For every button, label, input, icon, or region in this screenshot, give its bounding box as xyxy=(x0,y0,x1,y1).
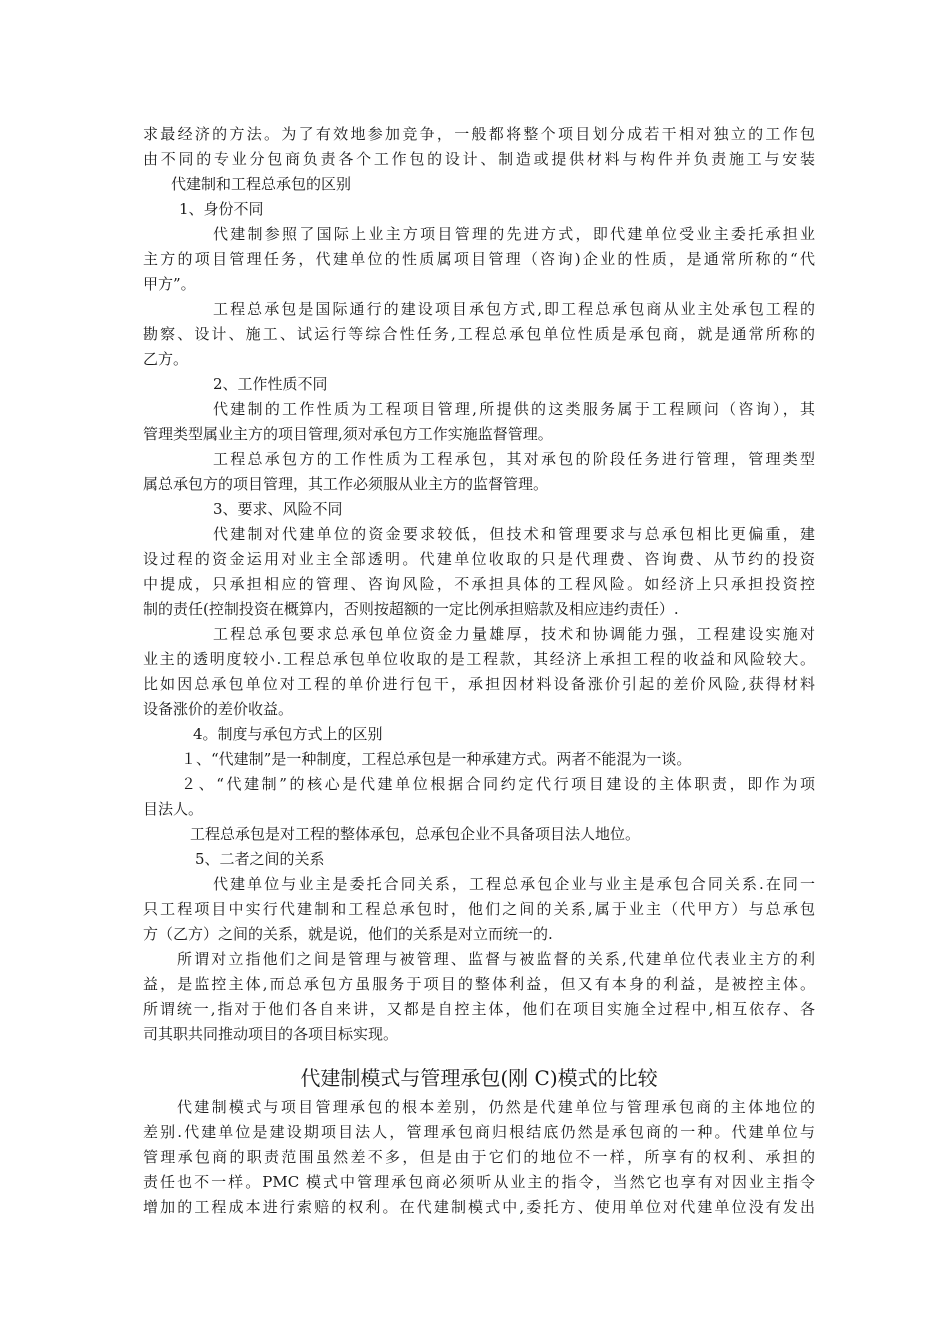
text-line: 制的责任(控制投资在概算内，否则按超额的一定比例承担赔款及相应违约责任）. xyxy=(143,600,679,618)
text-line: 代建单位与业主是委托合同关系，工程总承包企业与业主是承包合同关系.在同一 xyxy=(213,875,815,893)
text-line: 代建制对代建单位的资金要求较低，但技术和管理要求与总承包相比更偏重，建 xyxy=(213,525,815,543)
paragraph-agency-identity xyxy=(143,222,815,297)
paragraph-epc-risks xyxy=(143,622,815,722)
text-line: 益，是监控主体,而总承包方虽服务于项目的整体利益，但又有本身的利益，是被控主体。 xyxy=(143,975,815,993)
text-line: 代建制参照了国际上业主方项目管理的先进方式，即代建单位受业主委托承担业 xyxy=(213,225,815,243)
text-line: 乙方。 xyxy=(143,350,189,368)
list-item-1: １、“代建制”是一种制度，工程总承包是一种承建方式。两者不能混为一谈。 xyxy=(181,750,692,768)
text-line: 差别.代建单位是建设期项目法人，管理承包商归根结底仍然是承包商的一种。代建单位与 xyxy=(143,1123,815,1141)
text-line: 设备涨价的差价收益。 xyxy=(143,700,294,718)
paragraph-epc-work-nature xyxy=(143,447,815,497)
paragraph-epc-whole: 工程总承包是对工程的整体承包，总承包企业不具备项目法人地位。 xyxy=(190,825,641,843)
subheading-identity: 1、身份不同 xyxy=(179,200,264,218)
subheading-requirements-risks: 3、要求、风险不同 xyxy=(213,500,343,518)
paragraph-comparison xyxy=(143,1095,815,1220)
text-line: 管理承包商的职责范围虽然差不多，但是由于它们的地位不一样，所享有的权利、承担的 xyxy=(143,1148,815,1166)
text-line: 代建制模式与项目管理承包的根本差别，仍然是代建单位与管理承包商的主体地位的 xyxy=(177,1098,815,1116)
text-line: 设过程的资金运用对业主全部透明。代建单位收取的只是代理费、咨询费、从节约的投资 xyxy=(143,550,815,568)
text-line: 工程总承包方的工作性质为工程承包，其对承包的阶段任务进行管理，管理类型 xyxy=(213,450,815,468)
subheading-system-contract: 4。制度与承包方式上的区别 xyxy=(193,725,383,743)
text-line: 甲方”。 xyxy=(143,275,196,293)
text-line: 求最经济的方法。为了有效地参加竞争，一般都将整个项目划分成若干相对独立的工作包 xyxy=(143,125,815,143)
text-line: 工程总承包要求总承包单位资金力量雄厚，技术和协调能力强，工程建设实施对 xyxy=(213,625,815,643)
text-line: 由不同的专业分包商负责各个工作包的设计、制造或提供材料与构件并负责施工与安装 xyxy=(143,150,815,168)
document-body xyxy=(143,122,815,1220)
paragraph-agency-work-nature xyxy=(143,397,815,447)
text-line: 责任也不一样。PMC 模式中管理承包商必须听从业主的指令，当然它也享有对因业主指令 xyxy=(143,1173,815,1191)
text-line: 代建制的工作性质为工程项目管理,所提供的这类服务属于工程顾问（咨询），其 xyxy=(213,400,815,418)
paragraph-agency-risks xyxy=(143,522,815,622)
subheading-work-nature: 2、工作性质不同 xyxy=(213,375,328,393)
text-line: 业主的透明度较小.工程总承包单位收取的是工程款，其经济上承担工程的收益和风险较大。 xyxy=(143,650,815,668)
text-line: 方（乙方）之间的关系，就是说，他们的关系是对立而统一的. xyxy=(143,925,553,943)
text-line: 所谓对立指他们之间是管理与被管理、监督与被监督的关系,代建单位代表业主方的利 xyxy=(177,950,815,968)
text-line: 中提成，只承担相应的管理、咨询风险，不承担具体的工程风险。如经济上只承担投资控 xyxy=(143,575,815,593)
paragraph-relationship xyxy=(143,872,815,947)
text-line: 工程总承包是国际通行的建设项目承包方式,即工程总承包商从业主处承包工程的 xyxy=(213,300,815,318)
subheading-relationship: 5、二者之间的关系 xyxy=(195,850,325,868)
paragraph-opposition-unity xyxy=(143,947,815,1047)
list-item-2 xyxy=(143,772,815,822)
text-line: 管理类型属业主方的项目管理,须对承包方工作实施监督管理。 xyxy=(143,425,553,443)
text-line: 所谓统一,指对于他们各自来讲，又都是自控主体，他们在项目实施全过程中,相互依存、各 xyxy=(143,1000,815,1018)
text-line: 只工程项目中实行代建制和工程总承包时，他们之间的关系,属于业主（代甲方）与总承包 xyxy=(143,900,815,918)
text-line: 比如因总承包单位对工程的单价进行包干，承担因材料设备涨价引起的差价风险,获得材料 xyxy=(143,675,815,693)
text-line: 属总承包方的项目管理，其工作必须服从业主方的监督管理。 xyxy=(143,475,549,493)
section-heading-differences: 代建制和工程总承包的区别 xyxy=(171,175,352,193)
text-line: ２、“代建制”的核心是代建单位根据合同约定代行项目建设的主体职责，即作为项 xyxy=(181,775,815,793)
text-line: 司其职共同推动项目的各项目标实现。 xyxy=(143,1025,399,1043)
spacer xyxy=(143,1047,815,1061)
text-line: 增加的工程成本进行索赔的权利。在代建制模式中,委托方、使用单位对代建单位没有发出 xyxy=(143,1198,815,1216)
paragraph-epc-identity xyxy=(143,297,815,372)
text-line: 主方的项目管理任务，代建单位的性质属项目管理（咨询)企业的性质，是通常所称的“代 xyxy=(143,250,815,268)
text-line: 勘察、设计、施工、试运行等综合性任务,工程总承包单位性质是承包商，就是通常所称的 xyxy=(143,325,815,343)
section-title: 代建制模式与管理承包(刚 C)模式的比较 xyxy=(300,1066,658,1090)
text-line: 目法人。 xyxy=(143,800,204,818)
paragraph-work-packages xyxy=(143,122,815,172)
